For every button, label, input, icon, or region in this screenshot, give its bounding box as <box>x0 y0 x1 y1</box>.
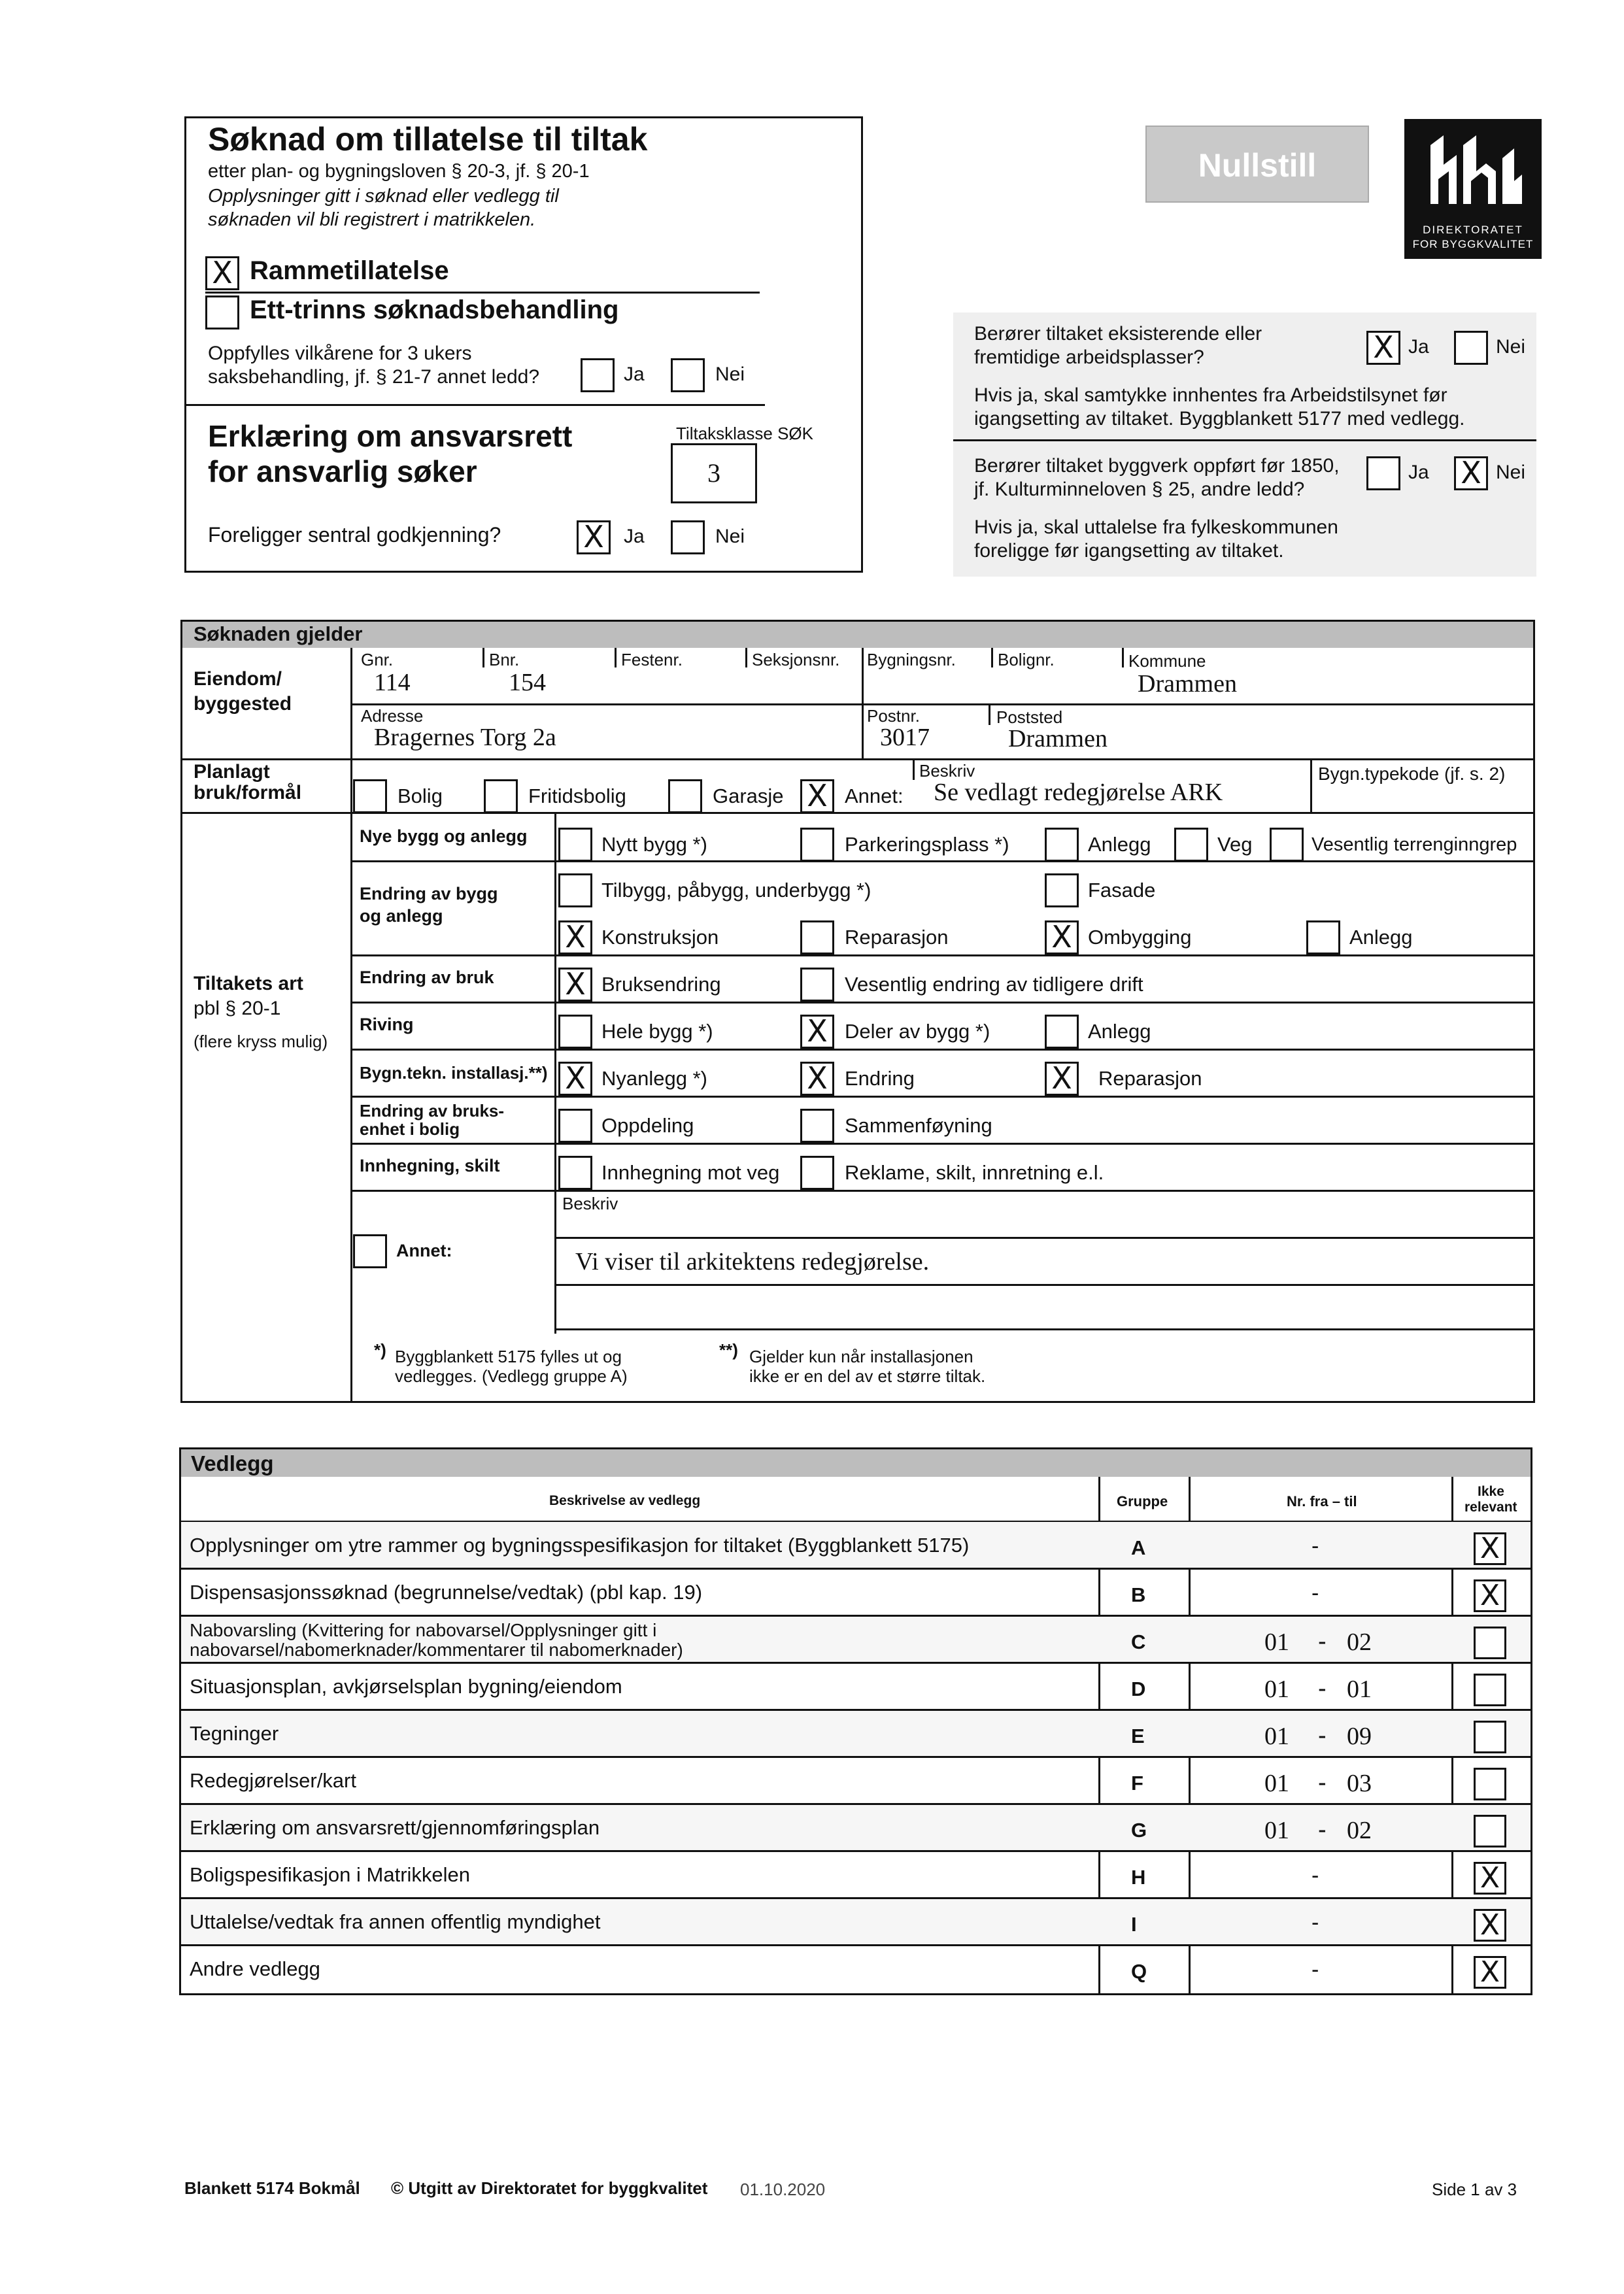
nyanlegg-label: Nyanlegg *) <box>601 1067 707 1090</box>
planlagt-label-1: Planlagt <box>194 761 270 783</box>
divider <box>554 1284 1535 1286</box>
vedlegg-gruppe: E <box>1131 1725 1145 1747</box>
tiltakets-art-label-1: Tiltakets art <box>194 973 303 994</box>
annet-beskriv-label: Beskriv <box>562 1194 618 1213</box>
divider <box>350 703 1535 705</box>
divider <box>989 705 990 725</box>
vedlegg-gruppe: F <box>1131 1772 1143 1795</box>
ikke-relevant-checkbox[interactable]: X <box>1474 1909 1506 1942</box>
footnote-1-mark: *) <box>374 1340 386 1360</box>
endring-tekn-checkbox[interactable]: X <box>800 1062 834 1096</box>
ikke-relevant-checkbox[interactable]: X <box>1474 1956 1506 1989</box>
divider <box>350 954 1535 956</box>
footer-page: Side 1 av 3 <box>1432 2180 1517 2199</box>
eiendom-label-2: byggested <box>194 693 292 715</box>
footnote-1-line-2: vedlegges. (Vedlegg gruppe A) <box>395 1366 628 1386</box>
endring-bygg-label-1: Endring av bygg <box>360 884 498 903</box>
category-column-divider <box>554 812 556 1208</box>
anlegg-nytt-label: Anlegg <box>1088 833 1151 856</box>
reset-button[interactable]: Nullstill <box>1145 126 1369 203</box>
oppdeling-label: Oppdeling <box>601 1114 694 1137</box>
arbeidsplasser-ja-checkbox[interactable]: X <box>1366 331 1400 365</box>
form-subtitle: etter plan- og bygningsloven § 20-3, jf. § 20-1 <box>208 161 590 182</box>
vedlegg-nr-til[interactable]: 09 <box>1347 1723 1372 1750</box>
vedlegg-nr-til[interactable]: 03 <box>1347 1770 1372 1797</box>
kultur-info-2: foreligge før igangsetting av tiltaket. <box>974 540 1284 562</box>
divider <box>615 648 617 667</box>
tilbygg-label: Tilbygg, påbygg, underbygg *) <box>601 879 871 902</box>
bygningsnr-label: Bygningsnr. <box>867 650 956 669</box>
vedlegg-title: Vedlegg <box>191 1451 274 1476</box>
anlegg-riving-label: Anlegg <box>1088 1020 1151 1043</box>
vedlegg-description: Dispensasjonssøknad (begrunnelse/vedtak) (pbl kap. 19) <box>190 1581 703 1604</box>
sammenfoyning-checkbox[interactable] <box>800 1109 834 1143</box>
footer-blankett: Blankett 5174 Bokmål <box>184 2178 360 2198</box>
vedlegg-description: Redegjørelser/kart <box>190 1769 356 1792</box>
divider <box>179 1897 1532 1899</box>
vedlegg-nr-dash: - <box>1318 1675 1327 1702</box>
endring-tekn-label: Endring <box>845 1067 915 1090</box>
vedlegg-nr-til[interactable]: 02 <box>1347 1628 1372 1656</box>
kultur-ja-checkbox[interactable] <box>1366 456 1400 490</box>
innhegning-label: Innhegning, skilt <box>360 1156 500 1175</box>
divider <box>179 1709 1532 1711</box>
veg-checkbox[interactable] <box>1174 828 1208 862</box>
bygn-tekn-label: Bygn.tekn. installasj.**) <box>360 1063 548 1083</box>
vedlegg-nr-fra[interactable]: 01 <box>1264 1770 1289 1797</box>
anlegg-riving-checkbox[interactable] <box>1045 1015 1079 1049</box>
planlagt-label-2: bruk/formål <box>194 782 302 803</box>
ikke-relevant-checkbox[interactable] <box>1474 1721 1506 1753</box>
ombygging-checkbox[interactable]: X <box>1045 920 1079 954</box>
anlegg-endring-label: Anlegg <box>1349 926 1413 949</box>
vedlegg-description: Erklæring om ansvarsrett/gjennomføringsplan <box>190 1816 600 1839</box>
erklaring-title-2: for ansvarlig søker <box>208 454 477 488</box>
annet-tiltak-label: Annet: <box>396 1241 452 1260</box>
divider <box>179 1850 1532 1852</box>
vedlegg-description-2: nabovarsel/nabomerknader/kommentarer til nabomerknader) <box>190 1640 683 1660</box>
fasade-checkbox[interactable] <box>1045 873 1079 907</box>
divider <box>862 648 864 758</box>
arbeidsplasser-question-1: Berører tiltaket eksisterende eller <box>974 323 1262 345</box>
erklaring-title-1: Erklæring om ansvarsrett <box>208 419 573 453</box>
vedlegg-description: Andre vedlegg <box>190 1957 320 1980</box>
kultur-nei-checkbox[interactable]: X <box>1454 456 1488 490</box>
vedlegg-nr-dash: - <box>1318 1769 1327 1796</box>
vedlegg-gruppe: C <box>1131 1630 1146 1653</box>
arbeidsplasser-nei-label: Nei <box>1496 336 1526 358</box>
vedlegg-nr-dash: - <box>1311 1957 1319 1982</box>
bnr-label: Bnr. <box>489 650 520 669</box>
reklame-label: Reklame, skilt, innretning e.l. <box>845 1161 1104 1184</box>
logo-text-1: DIREKTORATET <box>1423 224 1523 236</box>
dibk-logo-mark-icon <box>1404 119 1542 217</box>
divider <box>350 1190 1535 1192</box>
ombygging-label: Ombygging <box>1088 926 1192 949</box>
annet-bruk-label: Annet: <box>845 784 904 807</box>
nye-bygg-label: Nye bygg og anlegg <box>360 826 528 846</box>
vilkar-question-2: saksbehandling, jf. § 21-7 annet ledd? <box>208 366 540 388</box>
divider <box>1310 758 1312 812</box>
col-beskrivelse: Beskrivelse av vedlegg <box>549 1493 701 1508</box>
bolignr-label: Bolignr. <box>998 650 1055 669</box>
gnr-value[interactable]: 114 <box>374 669 411 696</box>
soknaden-header-band <box>182 622 1533 648</box>
tiltaksklasse-label: Tiltaksklasse SØK <box>676 424 813 443</box>
vilkar-nei-checkbox[interactable] <box>671 358 705 392</box>
matrikkel-note-2: søknaden vil bli registrert i matrikkelen. <box>208 209 536 230</box>
ikke-relevant-checkbox[interactable] <box>1474 1627 1506 1659</box>
reparasjon-tekn-label: Reparasjon <box>1098 1067 1202 1090</box>
vesentlig-endring-checkbox[interactable] <box>800 968 834 1002</box>
bruksendring-label: Bruksendring <box>601 973 721 996</box>
divider <box>205 292 760 294</box>
garasje-checkbox[interactable] <box>668 779 702 813</box>
col-nr: Nr. fra – til <box>1287 1493 1357 1510</box>
nyanlegg-checkbox[interactable]: X <box>558 1062 592 1096</box>
deler-av-bygg-checkbox[interactable]: X <box>800 1015 834 1049</box>
ikke-relevant-checkbox[interactable]: X <box>1474 1579 1506 1612</box>
reklame-checkbox[interactable] <box>800 1156 834 1190</box>
nytt-bygg-checkbox[interactable] <box>558 828 592 862</box>
bruksendring-checkbox[interactable]: X <box>558 968 592 1002</box>
terrenginngrep-label: Vesentlig terrenginngrep <box>1311 834 1517 855</box>
divider <box>991 648 993 667</box>
form-title: Søknad om tillatelse til tiltak <box>208 121 648 158</box>
vedlegg-gruppe: A <box>1131 1536 1146 1559</box>
vedlegg-description: Situasjonsplan, avkjørselsplan bygning/eiendom <box>190 1675 622 1698</box>
divider <box>350 1002 1535 1004</box>
col-gruppe: Gruppe <box>1117 1493 1168 1510</box>
annet-bruk-checkbox[interactable]: X <box>800 779 834 813</box>
col-ikke-relevant-1: Ikke <box>1478 1484 1504 1499</box>
kommune-value[interactable]: Drammen <box>1138 670 1237 698</box>
divider <box>953 439 1536 441</box>
fritidsbolig-label: Fritidsbolig <box>528 784 626 807</box>
hele-bygg-checkbox[interactable] <box>558 1015 592 1049</box>
divider <box>179 1615 1532 1617</box>
arbeidsplasser-ja-label: Ja <box>1408 336 1429 358</box>
vedlegg-nr-dash: - <box>1311 1534 1319 1559</box>
tiltaksklasse-input[interactable]: 3 <box>671 443 757 503</box>
sentral-ja-checkbox[interactable]: X <box>577 520 611 554</box>
divider <box>180 758 1535 760</box>
anlegg-nytt-checkbox[interactable] <box>1045 828 1079 862</box>
label-column-divider <box>350 648 352 1401</box>
sentral-nei-checkbox[interactable] <box>671 520 705 554</box>
sentral-ja-label: Ja <box>624 526 645 547</box>
sentral-godkjenning-label: Foreligger sentral godkjenning? <box>208 523 501 547</box>
endring-bruk-label: Endring av bruk <box>360 968 494 987</box>
rammetillatelse-label: Rammetillatelse <box>250 256 449 285</box>
footer-publisher: © Utgitt av Direktoratet for byggkvalitet <box>391 2178 708 2198</box>
dibk-logo <box>1404 119 1542 259</box>
adresse-value[interactable]: Bragernes Torg 2a <box>374 724 556 751</box>
reparasjon-label: Reparasjon <box>845 926 949 949</box>
ikke-relevant-checkbox[interactable]: X <box>1474 1532 1506 1565</box>
divider <box>350 1049 1535 1051</box>
vedlegg-gruppe: D <box>1131 1678 1146 1700</box>
innhegning-checkbox[interactable] <box>558 1156 592 1190</box>
vedlegg-nr-dash: - <box>1311 1581 1319 1606</box>
ikke-relevant-checkbox[interactable] <box>1474 1768 1506 1800</box>
divider <box>179 1756 1532 1758</box>
kultur-info-1: Hvis ja, skal uttalelse fra fylkeskommunen <box>974 516 1338 538</box>
divider <box>179 1944 1532 1946</box>
footer-date: 01.10.2020 <box>740 2180 826 2199</box>
postnr-value[interactable]: 3017 <box>880 724 930 751</box>
soknaden-gjelder-title: Søknaden gjelder <box>194 622 363 645</box>
hele-bygg-label: Hele bygg *) <box>601 1020 713 1043</box>
table-row <box>181 1757 1531 1804</box>
divider <box>554 1328 1535 1330</box>
vilkar-ja-label: Ja <box>624 363 645 385</box>
nytt-bygg-label: Nytt bygg *) <box>601 833 707 856</box>
vilkar-ja-checkbox[interactable] <box>581 358 615 392</box>
ikke-relevant-checkbox[interactable] <box>1474 1674 1506 1706</box>
fasade-label: Fasade <box>1088 879 1156 902</box>
vedlegg-gruppe: I <box>1131 1913 1137 1936</box>
vedlegg-description: Opplysninger om ytre rammer og bygningsspesifikasjon for tiltaket (Byggblankett 5175) <box>190 1534 970 1557</box>
vedlegg-nr-dash: - <box>1318 1816 1327 1844</box>
vedlegg-nr-dash: - <box>1318 1628 1327 1655</box>
vedlegg-nr-dash: - <box>1311 1910 1319 1935</box>
tilbygg-checkbox[interactable] <box>558 873 592 907</box>
vedlegg-gruppe: G <box>1131 1819 1147 1842</box>
ikke-relevant-checkbox[interactable]: X <box>1474 1862 1506 1895</box>
footnote-2-line-1: Gjelder kun når installasjonen <box>749 1347 973 1366</box>
bolig-checkbox[interactable] <box>353 779 387 813</box>
annet-tiltak-checkbox[interactable] <box>353 1234 387 1268</box>
vedlegg-gruppe: H <box>1131 1866 1146 1889</box>
kultur-ja-label: Ja <box>1408 462 1429 483</box>
annet-beskriv-value[interactable]: Vi viser til arkitektens redegjørelse. <box>575 1248 930 1275</box>
endring-bruksenhet-label-1: Endring av bruks- <box>360 1101 505 1121</box>
vedlegg-nr-dash: - <box>1318 1722 1327 1749</box>
bnr-value[interactable]: 154 <box>509 669 546 696</box>
adresse-label: Adresse <box>361 706 424 726</box>
bolig-label: Bolig <box>398 784 443 807</box>
tiltakets-art-label-2: pbl § 20-1 <box>194 998 281 1019</box>
divider <box>179 1803 1532 1805</box>
kultur-nei-label: Nei <box>1496 462 1526 483</box>
footnote-1-line-1: Byggblankett 5175 fylles ut og <box>395 1347 622 1366</box>
kommune-label: Kommune <box>1128 651 1206 671</box>
vedlegg-nr-fra[interactable]: 01 <box>1264 1628 1289 1656</box>
gnr-label: Gnr. <box>361 650 394 669</box>
seksjonsnr-label: Seksjonsnr. <box>752 650 840 669</box>
beskriv-label: Beskriv <box>919 761 975 781</box>
sammenfoyning-label: Sammenføyning <box>845 1114 992 1137</box>
eiendom-label-1: Eiendom/ <box>194 668 282 690</box>
veg-label: Veg <box>1217 833 1253 856</box>
logo-text-2: FOR BYGGKVALITET <box>1412 238 1534 250</box>
vedlegg-nr-fra[interactable]: 01 <box>1264 1723 1289 1750</box>
arbeidsplasser-nei-checkbox[interactable] <box>1454 331 1488 365</box>
ikke-relevant-checkbox[interactable] <box>1474 1815 1506 1847</box>
divider <box>179 1662 1532 1664</box>
kultur-question-2: jf. Kulturminneloven § 25, andre ledd? <box>974 479 1305 500</box>
beskriv-bruk-value[interactable]: Se vedlagt redegjørelse ARK <box>934 779 1223 806</box>
vedlegg-gruppe: B <box>1131 1583 1146 1606</box>
reparasjon-tekn-checkbox[interactable]: X <box>1045 1062 1079 1096</box>
divider <box>350 860 1535 862</box>
oppdeling-checkbox[interactable] <box>558 1109 592 1143</box>
terrenginngrep-checkbox[interactable] <box>1270 828 1304 862</box>
sentral-nei-label: Nei <box>715 526 745 547</box>
vedlegg-gruppe: Q <box>1131 1960 1147 1983</box>
fritidsbolig-checkbox[interactable] <box>484 779 518 813</box>
bygn-typekode-label: Bygn.typekode (jf. s. 2) <box>1318 764 1506 784</box>
parkeringsplass-label: Parkeringsplass *) <box>845 833 1009 856</box>
postnr-label: Postnr. <box>867 706 920 726</box>
vedlegg-nr-til[interactable]: 01 <box>1347 1676 1372 1703</box>
kultur-question-1: Berører tiltaket byggverk oppført før 1850, <box>974 455 1340 477</box>
vilkar-nei-label: Nei <box>715 363 745 385</box>
tiltakets-art-label-3: (flere kryss mulig) <box>194 1032 328 1051</box>
footnote-2-mark: **) <box>719 1340 738 1360</box>
col-ikke-relevant-2: relevant <box>1464 1500 1517 1515</box>
vesentlig-endring-label: Vesentlig endring av tidligere drift <box>845 973 1143 996</box>
arbeidsplasser-question-2: fremtidige arbeidsplasser? <box>974 346 1204 368</box>
riving-label: Riving <box>360 1015 414 1034</box>
divider <box>913 760 915 780</box>
endring-bygg-label-2: og anlegg <box>360 906 443 926</box>
arbeidsplasser-info-1: Hvis ja, skal samtykke innhentes fra Arbeidstilsynet før <box>974 384 1447 406</box>
divider <box>554 1190 556 1334</box>
divider <box>1122 648 1124 667</box>
vedlegg-nr-fra[interactable]: 01 <box>1264 1817 1289 1844</box>
table-row <box>181 1946 1531 1993</box>
vedlegg-description: Tegninger <box>190 1722 279 1745</box>
vedlegg-description: Boligspesifikasjon i Matrikkelen <box>190 1863 471 1886</box>
innhegning-mot-veg-label: Innhegning mot veg <box>601 1161 780 1184</box>
vedlegg-header-band <box>181 1449 1531 1477</box>
endring-bruksenhet-label-2: enhet i bolig <box>360 1119 460 1139</box>
matrikkel-note-1: Opplysninger gitt i søknad eller vedlegg til <box>208 186 559 207</box>
poststed-label: Poststed <box>996 707 1063 727</box>
vedlegg-description: Uttalelse/vedtak fra annen offentlig myndighet <box>190 1910 601 1933</box>
divider <box>184 404 765 406</box>
divider <box>745 648 747 667</box>
vedlegg-description: Nabovarsling (Kvittering for nabovarsel/Opplysninger gitt i <box>190 1620 657 1640</box>
anlegg-endring-checkbox[interactable] <box>1306 920 1340 954</box>
divider <box>350 1096 1535 1098</box>
vedlegg-nr-dash: - <box>1311 1863 1319 1888</box>
vedlegg-nr-fra[interactable]: 01 <box>1264 1676 1289 1703</box>
vilkar-question-1: Oppfylles vilkårene for 3 ukers <box>208 343 472 364</box>
poststed-value[interactable]: Drammen <box>1008 725 1108 752</box>
konstruksjon-label: Konstruksjon <box>601 926 719 949</box>
ett-trinns-checkbox[interactable] <box>205 295 239 329</box>
footnote-2-line-2: ikke er en del av et større tiltak. <box>749 1366 986 1386</box>
table-row <box>181 1710 1531 1757</box>
reparasjon-checkbox[interactable] <box>800 920 834 954</box>
vedlegg-nr-til[interactable]: 02 <box>1347 1817 1372 1844</box>
ett-trinns-label: Ett-trinns søknadsbehandling <box>250 295 619 324</box>
festenr-label: Festenr. <box>621 650 683 669</box>
garasje-label: Garasje <box>713 784 784 807</box>
parkeringsplass-checkbox[interactable] <box>800 828 834 862</box>
divider <box>554 1237 1535 1239</box>
divider <box>350 1143 1535 1145</box>
arbeidsplasser-info-2: igangsetting av tiltaket. Byggblankett 5177 med vedlegg. <box>974 408 1465 430</box>
rammetillatelse-checkbox[interactable]: X <box>205 256 239 290</box>
deler-av-bygg-label: Deler av bygg *) <box>845 1020 990 1043</box>
divider <box>482 648 484 667</box>
divider <box>179 1568 1532 1570</box>
konstruksjon-checkbox[interactable]: X <box>558 920 592 954</box>
